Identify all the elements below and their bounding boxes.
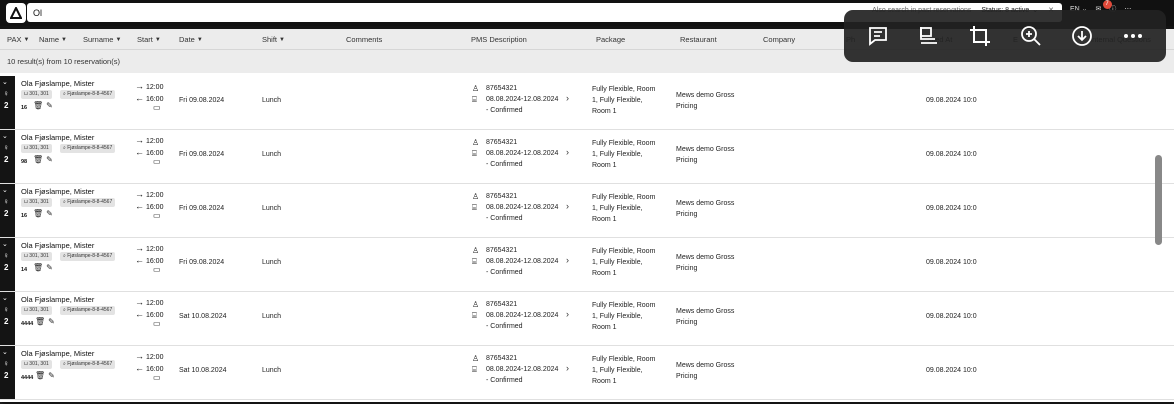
pax-count: 2 — [4, 317, 9, 326]
person-icon: ♀ — [3, 251, 9, 260]
table-row[interactable] — [0, 184, 1174, 238]
col-package[interactable] — [596, 35, 625, 44]
table-row[interactable] — [0, 130, 1174, 184]
tag-chip: ⌕ Fjøslampe-8-8-4567 — [60, 252, 115, 261]
search-input[interactable] — [27, 4, 427, 23]
guest-name[interactable]: Ola Fjøslampe, Mister — [21, 241, 95, 250]
pms-id: 87654321 — [486, 247, 518, 254]
table-row[interactable] — [0, 238, 1174, 292]
floating-toolbar — [844, 10, 1166, 62]
pms-description — [472, 137, 558, 170]
created-at-cell: 09.08.2024 10:0 — [926, 97, 977, 104]
col-package-label: Package — [596, 35, 626, 44]
pms-status: - Confirmed — [486, 377, 523, 384]
edit-icon[interactable]: ✎ — [46, 263, 53, 272]
pax-count: 2 — [4, 155, 9, 164]
chevron-down-icon: ▼ — [23, 36, 30, 43]
person-icon: ♀ — [3, 89, 9, 98]
pax-cell — [0, 292, 15, 345]
pax-cell — [0, 76, 15, 129]
package-cell: Fully Flexible, Room 1, Fully Flexible, Room 1 — [592, 86, 656, 115]
arrow-left-icon: ← — [135, 363, 144, 373]
pms-id: 87654321 — [486, 301, 518, 308]
edit-icon[interactable]: ✎ — [46, 209, 53, 218]
start-time: 12:00 — [145, 138, 164, 145]
chevron-right-icon[interactable]: › — [566, 255, 569, 265]
tag-chip: ⌕ Fjøslampe-8-8-4567 — [60, 90, 115, 99]
tag-chip-label: Fjøslampe-8-8-4567 — [67, 307, 113, 313]
package-cell: Fully Flexible, Room 1, Fully Flexible, Room 1 — [592, 302, 656, 331]
tag-chip-label: Fjøslampe-8-8-4567 — [67, 91, 113, 97]
col-restaurant[interactable] — [680, 35, 717, 44]
package-cell: Fully Flexible, Room 1, Fully Flexible, Room 1 — [592, 194, 656, 223]
row-actions — [33, 155, 53, 164]
created-at-cell: 09.08.2024 10:0 — [926, 205, 977, 212]
table-row[interactable] — [0, 292, 1174, 346]
room-chip-label: 301, 301 — [29, 361, 49, 367]
guest-name[interactable]: Ola Fjøslampe, Mister — [21, 295, 95, 304]
more-button[interactable] — [1118, 21, 1148, 51]
col-surname-label: Surname — [83, 35, 114, 44]
pms-status: - Confirmed — [486, 323, 523, 330]
person-icon: ♀ — [3, 143, 9, 152]
reservation-number: 14 — [21, 267, 28, 273]
col-pms-label: PMS Description — [471, 35, 527, 44]
pms-dates: 08.08.2024-12.08.2024 — [486, 204, 559, 211]
edit-icon[interactable]: ✎ — [48, 317, 55, 326]
person-icon: ♀ — [3, 197, 9, 206]
more-icon — [1121, 24, 1145, 48]
crop-icon — [968, 24, 992, 48]
created-at-cell: 09.08.2024 10:0 — [926, 151, 977, 158]
bed-icon: ⌸ — [472, 257, 477, 266]
time-range — [135, 135, 163, 159]
time-range — [135, 243, 163, 267]
room-chip-label: 301, 301 — [29, 91, 49, 97]
expand-chevron-icon[interactable]: ⌄ — [2, 241, 8, 248]
arrow-left-icon: ← — [135, 255, 144, 265]
arrow-right-icon: → — [135, 297, 144, 307]
tag-chip: ⌕ Fjøslampe-8-8-4567 — [60, 360, 115, 369]
edit-icon[interactable]: ✎ — [48, 371, 55, 380]
tag-chip: ⌕ Fjøslampe-8-8-4567 — [60, 306, 115, 315]
end-time: 16:00 — [145, 366, 164, 373]
start-time: 12:00 — [145, 246, 164, 253]
pms-id: 87654321 — [486, 193, 518, 200]
col-start-label: Start — [137, 35, 153, 44]
row-actions — [33, 101, 53, 110]
time-range — [135, 81, 163, 105]
chevron-right-icon[interactable]: › — [566, 309, 569, 319]
bed-icon: ⌸ — [472, 149, 477, 158]
row-actions — [35, 317, 55, 326]
table-row[interactable] — [0, 346, 1174, 400]
end-time: 16:00 — [145, 96, 164, 103]
pms-description — [472, 353, 558, 386]
chevron-down-icon: ▼ — [154, 36, 161, 43]
restaurant-cell: Mews demo Gross Pricing — [676, 146, 735, 164]
person-outline-icon: ♙ — [472, 192, 480, 201]
pms-status: - Confirmed — [486, 269, 523, 276]
shift-cell: Lunch — [262, 367, 282, 374]
time-range — [135, 189, 163, 213]
zoom-in-icon — [1019, 24, 1043, 48]
chevron-down-icon: ▼ — [279, 36, 285, 43]
reservation-list-view — [0, 29, 1174, 402]
zoom-in-button[interactable] — [1016, 21, 1046, 51]
date-cell: Sat 10.08.2024 — [179, 367, 227, 374]
person-outline-icon: ♙ — [472, 300, 480, 309]
pms-description — [472, 191, 558, 224]
created-at-cell: 09.08.2024 10:0 — [926, 313, 977, 320]
restaurant-cell: Mews demo Gross Pricing — [676, 200, 735, 218]
reservation-rows — [0, 76, 1174, 400]
col-comments-label: Comments — [346, 35, 383, 44]
pms-status: - Confirmed — [486, 107, 523, 114]
pms-dates: 08.08.2024-12.08.2024 — [486, 96, 559, 103]
reservation-number: 16 — [21, 105, 28, 111]
restaurant-cell: Mews demo Gross Pricing — [676, 308, 735, 326]
pax-count: 2 — [4, 263, 9, 272]
comment-button[interactable] — [863, 21, 893, 51]
package-cell: Fully Flexible, Room 1, Fully Flexible, Room 1 — [592, 140, 656, 169]
person-outline-icon: ♙ — [472, 246, 480, 255]
chevron-right-icon[interactable]: › — [566, 93, 569, 103]
pax-count: 2 — [4, 101, 9, 110]
message-icon[interactable]: ▭ — [153, 157, 161, 166]
reservation-number: 98 — [21, 159, 28, 165]
arrow-left-icon: ← — [135, 201, 144, 211]
expand-chevron-icon[interactable]: ⌄ — [2, 295, 8, 302]
room-chip-label: 301, 301 — [29, 307, 49, 313]
person-icon: ♀ — [3, 305, 9, 314]
created-at-cell: 09.08.2024 10:0 — [926, 259, 977, 266]
guest-name[interactable]: Ola Fjøslampe, Mister — [21, 79, 95, 88]
bed-icon: ⌸ — [472, 365, 477, 374]
guest-name[interactable]: Ola Fjøslampe, Mister — [21, 349, 95, 358]
pms-dates: 08.08.2024-12.08.2024 — [486, 366, 559, 373]
start-time: 12:00 — [145, 192, 164, 199]
pms-dates: 08.08.2024-12.08.2024 — [486, 312, 559, 319]
edit-icon[interactable]: ✎ — [46, 101, 53, 110]
arrow-left-icon: ← — [135, 147, 144, 157]
pax-count: 2 — [4, 371, 9, 380]
shift-cell: Lunch — [262, 313, 282, 320]
message-icon[interactable]: ▭ — [153, 211, 161, 220]
package-cell: Fully Flexible, Room 1, Fully Flexible, Room 1 — [592, 248, 656, 277]
bed-icon: ⌸ — [472, 311, 477, 320]
date-cell: Fri 09.08.2024 — [179, 205, 225, 212]
pms-description — [472, 299, 558, 332]
arrow-right-icon: → — [135, 81, 144, 91]
trash-icon[interactable]: 🗑 — [35, 371, 46, 380]
trash-icon[interactable]: 🗑 — [33, 263, 44, 272]
col-name[interactable] — [39, 35, 67, 44]
arrow-right-icon: → — [135, 243, 144, 253]
col-pms-description[interactable] — [471, 35, 527, 44]
start-time: 12:00 — [145, 300, 164, 307]
arrow-right-icon: → — [135, 189, 144, 199]
message-icon[interactable]: ▭ — [153, 373, 161, 382]
trash-icon[interactable]: 🗑 — [33, 101, 44, 110]
time-range — [135, 297, 163, 321]
date-cell: Fri 09.08.2024 — [179, 259, 225, 266]
trash-icon[interactable]: 🗑 — [33, 155, 44, 164]
room-chip: ⊔ 301, 301 — [21, 198, 52, 207]
chevron-down-icon: ▼ — [196, 36, 203, 43]
person-outline-icon: ♙ — [472, 138, 480, 147]
app-logo[interactable] — [6, 3, 26, 23]
chevron-right-icon[interactable]: › — [566, 147, 569, 157]
col-restaurant-label: Restaurant — [680, 35, 717, 44]
arrow-right-icon: → — [135, 135, 144, 145]
col-company-label: Company — [763, 35, 796, 44]
shift-cell: Lunch — [262, 259, 282, 266]
date-cell: Sat 10.08.2024 — [179, 313, 227, 320]
end-time: 16:00 — [145, 204, 164, 211]
col-pax[interactable] — [7, 35, 29, 44]
room-chip: ⊔ 301, 301 — [21, 360, 52, 369]
crop-button[interactable] — [965, 21, 995, 51]
expand-chevron-icon[interactable]: ⌄ — [2, 133, 8, 140]
time-range — [135, 351, 163, 375]
comment-icon — [866, 24, 890, 48]
col-shift[interactable] — [262, 35, 285, 44]
edit-icon[interactable]: ✎ — [46, 155, 53, 164]
tag-chip: ⌕ Fjøslampe-8-8-4567 — [60, 144, 115, 153]
date-cell: Fri 09.08.2024 — [179, 151, 225, 158]
pax-cell — [0, 130, 15, 183]
tag-chip-label: Fjøslampe-8-8-4567 — [67, 145, 113, 151]
row-actions — [33, 209, 53, 218]
pax-count: 2 — [4, 209, 9, 218]
expand-chevron-icon[interactable]: ⌄ — [2, 79, 8, 86]
notification-badge: 7 — [1103, 0, 1112, 9]
room-chip: ⊔ 301, 301 — [21, 306, 52, 315]
created-at-cell: 09.08.2024 10:0 — [926, 367, 977, 374]
room-chip: ⊔ 301, 301 — [21, 252, 52, 261]
table-row[interactable] — [0, 76, 1174, 130]
scrollbar[interactable] — [1155, 155, 1162, 245]
align-button[interactable] — [914, 21, 944, 51]
shift-cell: Lunch — [262, 97, 282, 104]
pax-cell — [0, 346, 15, 399]
message-icon[interactable]: ▭ — [153, 103, 161, 112]
row-actions — [33, 263, 53, 272]
tag-chip-label: Fjøslampe-8-8-4567 — [67, 199, 113, 205]
pms-dates: 08.08.2024-12.08.2024 — [486, 150, 559, 157]
end-time: 16:00 — [145, 258, 164, 265]
pax-cell — [0, 238, 15, 291]
restaurant-cell: Mews demo Gross Pricing — [676, 92, 735, 110]
chevron-right-icon[interactable]: › — [566, 363, 569, 373]
tag-chip-label: Fjøslampe-8-8-4567 — [67, 253, 113, 259]
pms-id: 87654321 — [486, 85, 518, 92]
reservation-number: 16 — [21, 213, 28, 219]
col-shift-label: Shift — [262, 35, 278, 44]
col-date[interactable] — [179, 35, 203, 44]
col-date-label: Date — [179, 35, 195, 44]
date-cell: Fri 09.08.2024 — [179, 97, 225, 104]
room-chip-label: 301, 301 — [29, 145, 49, 151]
col-start[interactable] — [137, 35, 161, 44]
expand-chevron-icon[interactable]: ⌄ — [2, 349, 8, 356]
pms-id: 87654321 — [486, 139, 518, 146]
reservation-number: 4444 — [21, 321, 34, 327]
guest-name[interactable]: Ola Fjøslampe, Mister — [21, 133, 95, 142]
person-icon: ♀ — [3, 359, 9, 368]
pax-cell — [0, 184, 15, 237]
pms-status: - Confirmed — [486, 161, 523, 168]
bed-icon: ⌸ — [472, 203, 477, 212]
restaurant-cell: Mews demo Gross Pricing — [676, 362, 735, 380]
trash-icon[interactable]: 🗑 — [35, 317, 46, 326]
trash-icon[interactable]: 🗑 — [33, 209, 44, 218]
room-chip: ⊔ 301, 301 — [21, 144, 52, 153]
download-icon — [1070, 24, 1094, 48]
restaurant-cell: Mews demo Gross Pricing — [676, 254, 735, 272]
guest-name[interactable]: Ola Fjøslampe, Mister — [21, 187, 95, 196]
tag-chip-label: Fjøslampe-8-8-4567 — [67, 361, 113, 367]
col-comments[interactable] — [346, 35, 382, 44]
shift-cell: Lunch — [262, 151, 282, 158]
col-surname[interactable] — [83, 35, 121, 44]
chevron-right-icon[interactable]: › — [566, 201, 569, 211]
arrow-left-icon: ← — [135, 309, 144, 319]
shift-cell: Lunch — [262, 205, 282, 212]
pms-status: - Confirmed — [486, 215, 523, 222]
tag-chip: ⌕ Fjøslampe-8-8-4567 — [60, 198, 115, 207]
start-time: 12:00 — [145, 84, 164, 91]
pms-dates: 08.08.2024-12.08.2024 — [486, 258, 559, 265]
results-count: 10 result(s) from 10 reservation(s) — [0, 50, 1174, 73]
room-chip: ⊔ 301, 301 — [21, 90, 52, 99]
message-icon[interactable]: ▭ — [153, 265, 161, 274]
room-chip-label: 301, 301 — [29, 253, 49, 259]
chevron-down-icon: ▼ — [61, 36, 67, 43]
end-time: 16:00 — [145, 312, 164, 319]
row-actions — [35, 371, 55, 380]
chevron-down-icon: ▼ — [115, 36, 122, 43]
pms-description — [472, 245, 558, 278]
pms-id: 87654321 — [486, 355, 518, 362]
message-icon[interactable]: ▭ — [153, 319, 161, 328]
col-company[interactable] — [763, 35, 795, 44]
room-chip-label: 301, 301 — [29, 199, 49, 205]
start-time: 12:00 — [145, 354, 164, 361]
person-outline-icon: ♙ — [472, 354, 480, 363]
end-time: 16:00 — [145, 150, 164, 157]
reservation-number: 4444 — [21, 375, 34, 381]
col-name-label: Name — [39, 35, 60, 44]
arrow-right-icon: → — [135, 351, 144, 361]
person-outline-icon: ♙ — [472, 84, 480, 93]
package-cell: Fully Flexible, Room 1, Fully Flexible, Room 1 — [592, 356, 656, 385]
col-pax-label: PAX — [7, 35, 22, 44]
arrow-left-icon: ← — [135, 93, 144, 103]
expand-chevron-icon[interactable]: ⌄ — [2, 187, 8, 194]
pms-description — [472, 83, 558, 116]
download-button[interactable] — [1067, 21, 1097, 51]
align-icon — [917, 24, 941, 48]
bed-icon: ⌸ — [472, 95, 477, 104]
